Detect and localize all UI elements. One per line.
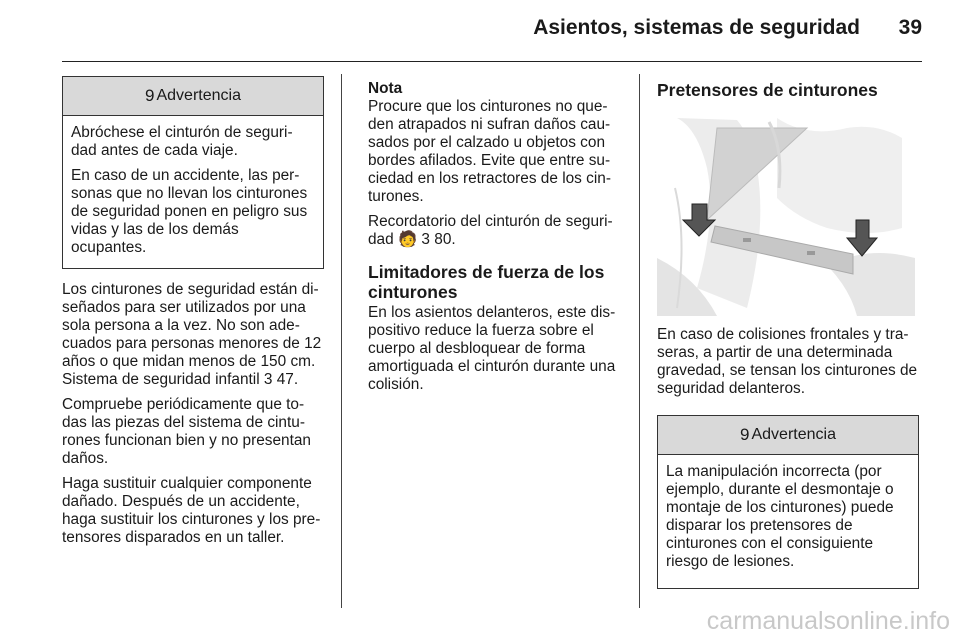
warning-title: Advertencia xyxy=(156,87,241,104)
warning-title: Advertencia xyxy=(751,426,836,443)
column-divider-1 xyxy=(341,74,342,608)
paragraph: En los asientos delanteros, este dis- positivo reduce la fuerza sobre el cuerpo al desbloquear de forma amortiguada el cinturón durante una colisión. xyxy=(368,304,616,393)
paragraph: En caso de colisiones frontales y tra- seras, a partir de una determinada gravedad, se tensan los cinturones de seguridad delanteros. xyxy=(657,326,918,397)
warning-icon: 9 xyxy=(145,86,155,105)
paragraph: Los cinturones de seguridad están di- señados para ser utilizados por una sola persona a la vez. No son ade- cuados para personas menores de 12 años o que midan menos de 150 cm. Sistema de seguridad infantil 3 47. xyxy=(62,281,322,388)
page-header xyxy=(0,0,960,62)
watermark: carmanualsonline.info xyxy=(706,607,950,635)
warning-header xyxy=(63,77,323,116)
warning-text: Abróchese el cinturón de seguri- dad antes de cada viaje. xyxy=(71,124,293,159)
section-heading: Pretensores de cinturones xyxy=(657,80,878,100)
column-divider-2 xyxy=(639,74,640,608)
paragraph: Compruebe periódicamente que to- das las piezas del sistema de cintu- rones funcionan bien y no presentan daños. xyxy=(62,396,311,467)
warning-box xyxy=(657,415,919,589)
reminder-text: Recordatorio del cinturón de seguri- dad xyxy=(368,213,613,248)
reminder-ref: 3 80. xyxy=(421,231,456,248)
column-1 xyxy=(62,76,324,554)
seatbelt-pretensioner-drawing xyxy=(657,108,915,316)
paragraph: Haga sustituir cualquier componente dañado. Después de un accidente, haga sustituir los cinturones y los pre- tensores disparados en un taller. xyxy=(62,475,321,546)
header-rule xyxy=(62,61,922,62)
page-title: Asientos, sistemas de seguridad xyxy=(533,16,860,39)
warning-text: La manipulación incorrecta (por ejemplo, durante el desmontaje o montaje de los cinturones) puede disparar los pretensores de cinturones con el consiguiente riesgo de lesiones. xyxy=(666,463,894,570)
note-title: Nota xyxy=(368,80,403,97)
seatbelt-illustration xyxy=(657,108,915,316)
column-2 xyxy=(368,80,622,401)
section-heading: Limitadores de fuerza de los cinturones xyxy=(368,262,605,302)
seatbelt-icon: 🧑 xyxy=(397,231,418,248)
warning-icon: 9 xyxy=(740,425,750,444)
warning-text: En caso de un accidente, las per- sonas que no llevan los cinturones de seguridad ponen en peligro sus vidas y las de los demás ocupantes. xyxy=(71,167,308,256)
note-text: Procure que los cinturones no que- den atrapados ni sufran daños cau- sados por el calzado u objetos con bordes afilados. Evite que entre su- ciedad en los retractores de los cin- turones. xyxy=(368,98,611,205)
warning-header xyxy=(658,416,918,455)
column-3 xyxy=(657,80,919,589)
reminder-paragraph xyxy=(368,213,622,249)
warning-box xyxy=(62,76,324,269)
page-number: 39 xyxy=(898,16,922,39)
